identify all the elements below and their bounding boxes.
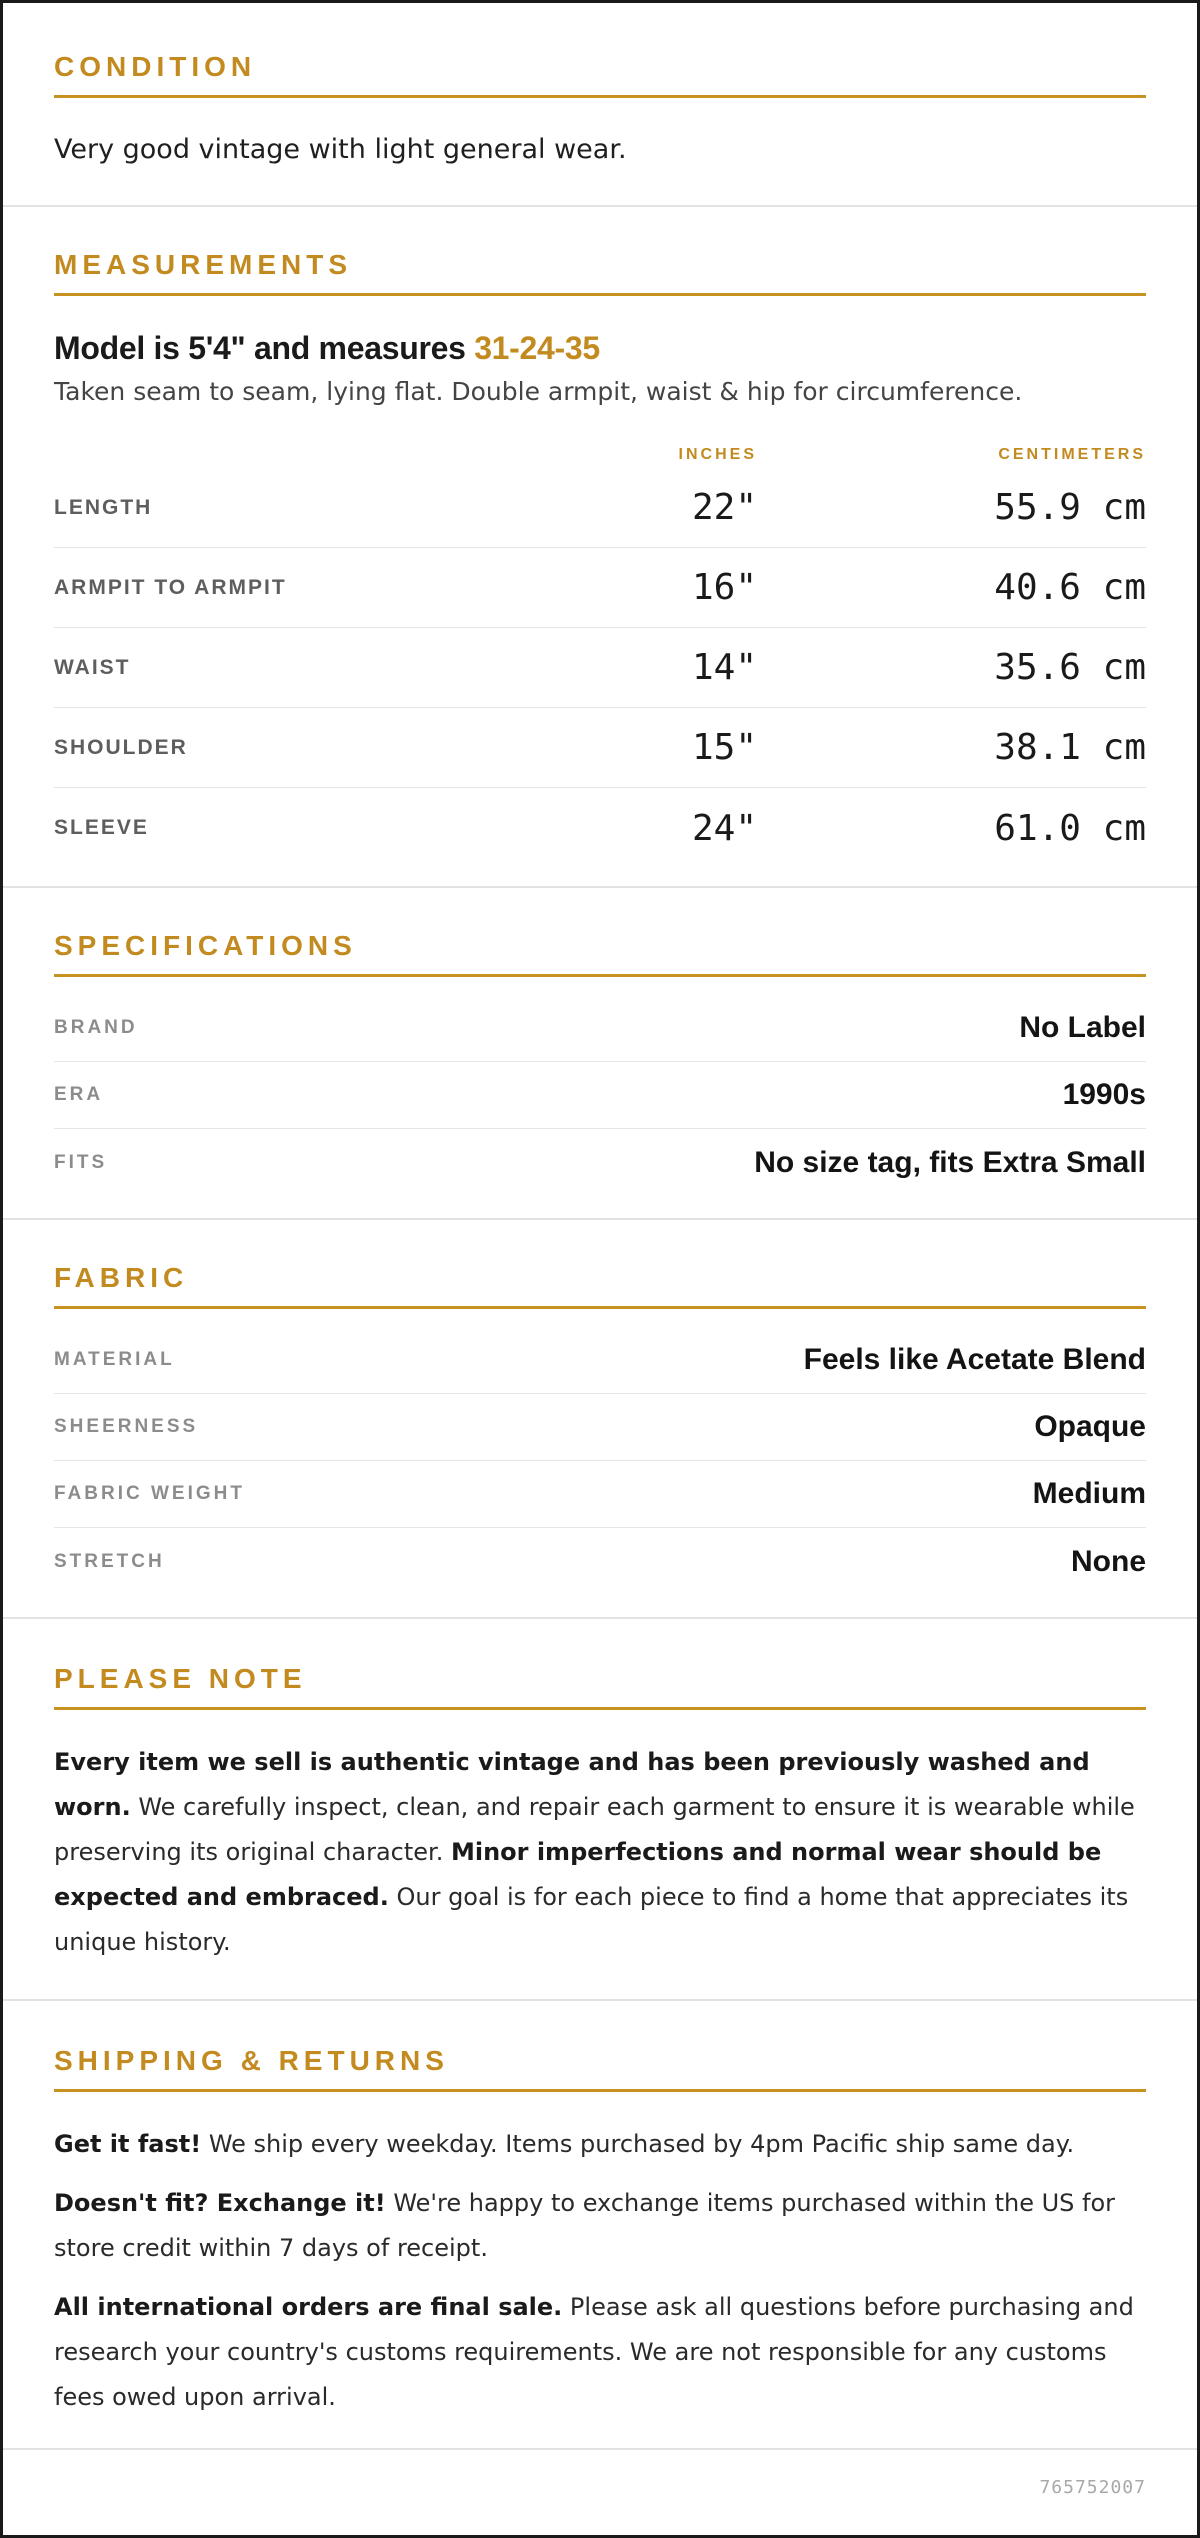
fabric-row-stretch: [54, 1528, 1146, 1595]
shipping-international-text: Please ask all questions before purchasing and research your country's customs requirements. We are not responsible for any customs fees owed upon arrival.: [54, 2293, 1134, 2411]
shipping-paragraph-exchange: [54, 2181, 1146, 2271]
spec-value: No Label: [1019, 1011, 1146, 1044]
shipping-paragraph-fast: [54, 2122, 1146, 2167]
spec-row-brand: [54, 995, 1146, 1062]
fabric-label: FABRIC WEIGHT: [54, 1483, 245, 1504]
measurement-inches: 22": [691, 487, 757, 528]
spec-row-era: [54, 1062, 1146, 1129]
fabric-label: STRETCH: [54, 1550, 165, 1572]
note-emphasis-authentic: Every item we sell is authentic vintage and has been previously washed and worn.: [54, 1748, 1090, 1821]
model-measure-line: [54, 330, 1146, 367]
specifications-list: [54, 995, 1146, 1218]
condition-heading: CONDITION: [54, 51, 1146, 98]
shipping-exchange-text: We're happy to exchange items purchased within the US for store credit within 7 days of receipt.: [54, 2189, 1116, 2262]
specifications-heading: SPECIFICATIONS: [54, 930, 1146, 977]
measurement-label: WAIST: [54, 655, 131, 679]
shipping-returns-body: [54, 2092, 1146, 2448]
measurements-section: [3, 207, 1197, 888]
note-emphasis-imperfections: Minor imperfections and normal wear should be expected and embraced.: [54, 1838, 1102, 1911]
fabric-row-sheerness: [54, 1394, 1146, 1461]
footer: [3, 2450, 1197, 2524]
fabric-value: Medium: [1032, 1477, 1146, 1510]
fabric-value: Opaque: [1034, 1410, 1146, 1443]
centimeters-column-header: CENTIMETERS: [998, 446, 1146, 463]
measurement-row-armpit-to-armpit: [54, 548, 1146, 628]
product-sku: 765752007: [1039, 2476, 1146, 2498]
shipping-paragraph-international: [54, 2285, 1146, 2420]
condition-text: Very good vintage with light general wear.: [54, 134, 627, 165]
spec-label: ERA: [54, 1084, 104, 1105]
measurement-inches: 14": [691, 647, 757, 688]
shipping-fast-text: We ship every weekday. Items purchased by 4pm Pacific ship same day.: [201, 2130, 1075, 2158]
measurement-row-length: [54, 468, 1146, 548]
please-note-heading: PLEASE NOTE: [54, 1663, 1146, 1710]
shipping-fast-emphasis: Get it fast!: [54, 2130, 202, 2158]
measurement-label: SLEEVE: [54, 816, 149, 839]
spec-value: 1990s: [1062, 1078, 1146, 1111]
fabric-list: [54, 1327, 1146, 1617]
please-note-body: [54, 1710, 1146, 1999]
measurement-inches: 16": [691, 567, 757, 608]
measurement-inches: 15": [691, 727, 757, 768]
specifications-section: [3, 888, 1197, 1220]
spec-row-fits: [54, 1129, 1146, 1196]
note-text-inspect: We carefully inspect, clean, and repair each garment to ensure it is wearable while preserving its original character.: [54, 1793, 1135, 1866]
measurement-row-shoulder: [54, 708, 1146, 788]
measurement-cm: 38.1 cm: [994, 727, 1146, 768]
measurements-heading: MEASUREMENTS: [54, 249, 1146, 296]
fabric-row-weight: [54, 1461, 1146, 1528]
inches-column-header: INCHES: [678, 446, 757, 463]
measurement-cm: 40.6 cm: [994, 567, 1146, 608]
model-measure-prefix: Model is 5'4" and measures: [54, 330, 475, 366]
measurements-table-header: [54, 442, 1146, 468]
measurement-row-waist: [54, 628, 1146, 708]
fabric-value: None: [1071, 1544, 1146, 1578]
measurement-method-note: Taken seam to seam, lying flat. Double armpit, waist & hip for circumference.: [54, 377, 1023, 406]
measurement-row-sleeve: [54, 788, 1146, 868]
measurement-label: SHOULDER: [54, 735, 188, 759]
measurement-label: ARMPIT TO ARMPIT: [54, 575, 287, 599]
measurement-cm: 55.9 cm: [994, 487, 1146, 528]
measurement-cm: 35.6 cm: [994, 647, 1146, 688]
shipping-exchange-emphasis: Doesn't fit? Exchange it!: [54, 2189, 386, 2217]
shipping-returns-heading: SHIPPING & RETURNS: [54, 2045, 1146, 2092]
please-note-section: [3, 1619, 1197, 2001]
measurement-cm: 61.0 cm: [994, 807, 1146, 849]
fabric-label: SHEERNESS: [54, 1416, 199, 1437]
shipping-international-emphasis: All international orders are final sale.: [54, 2293, 563, 2321]
spec-label: FITS: [54, 1151, 108, 1173]
measurement-label: LENGTH: [54, 495, 153, 519]
shipping-returns-section: [3, 2001, 1197, 2450]
fabric-row-material: [54, 1327, 1146, 1394]
condition-section: [3, 3, 1197, 207]
spec-label: BRAND: [54, 1017, 138, 1038]
fabric-label: MATERIAL: [54, 1349, 175, 1370]
fabric-value: Feels like Acetate Blend: [803, 1343, 1146, 1376]
spec-value: No size tag, fits Extra Small: [754, 1145, 1146, 1179]
model-measure-value: 31-24-35: [474, 330, 600, 366]
fabric-heading: FABRIC: [54, 1262, 1146, 1309]
measurement-inches: 24": [691, 807, 757, 849]
note-text-goal: Our goal is for each piece to find a home that appreciates its unique history.: [54, 1883, 1129, 1956]
please-note-paragraph: [54, 1740, 1146, 1965]
measurements-table: [54, 442, 1146, 886]
fabric-section: [3, 1220, 1197, 1619]
